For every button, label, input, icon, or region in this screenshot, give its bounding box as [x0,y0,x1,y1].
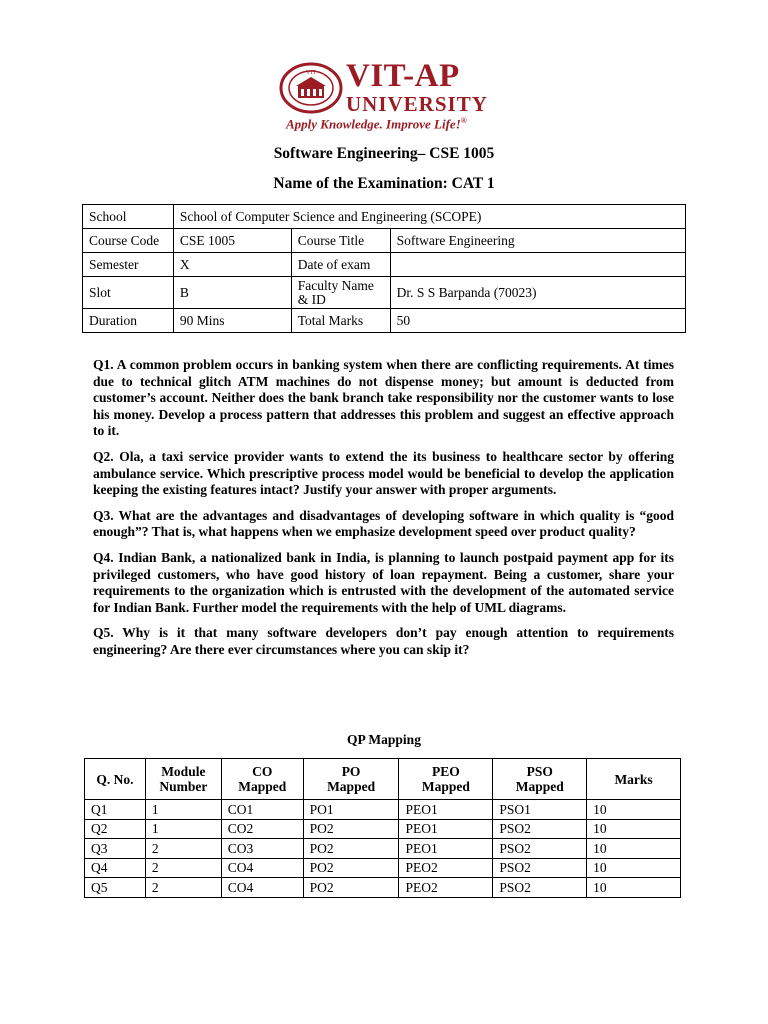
pso-cell: PSO2 [493,858,587,878]
university-seal-icon [278,62,344,114]
marks-cell: 10 [587,800,681,820]
slot-label: Slot [83,277,174,309]
question-5: Q5. Why is it that many software developers don’t pay enough attention to requirements engineering? Are there ever circumstances where you can skip it? [93,625,674,657]
peo-cell: PEO1 [399,819,493,839]
duration-label: Duration [83,309,174,333]
co-cell: CO3 [221,839,303,859]
total-marks-value: 50 [390,309,685,333]
seal-text: VIT [306,70,316,76]
qno-cell: Q4 [85,858,146,878]
questions-list [93,357,674,668]
po-cell: PO2 [303,858,399,878]
marks-cell: 10 [587,839,681,859]
peo-cell: PEO2 [399,878,493,898]
qno-cell: Q3 [85,839,146,859]
qp-mapping-table [84,758,681,898]
po-cell: PO2 [303,839,399,859]
qno-cell: Q5 [85,878,146,898]
exam-info-table [82,204,686,333]
module-cell: 2 [145,839,221,859]
qp-header-row [85,759,681,800]
pso-cell: PSO1 [493,800,587,820]
pso-cell: PSO2 [493,819,587,839]
table-row [85,839,681,859]
course-code-label: Course Code [83,229,174,253]
course-title-heading: Software Engineering– CSE 1005 [273,145,495,162]
module-cell: 1 [145,800,221,820]
co-cell: CO4 [221,858,303,878]
marks-cell: 10 [587,819,681,839]
marks-cell: 10 [587,878,681,898]
semester-value: X [173,253,291,277]
co-cell: CO1 [221,800,303,820]
table-row [85,800,681,820]
pso-cell: PSO2 [493,839,587,859]
date-value [390,253,685,277]
semester-label: Semester [83,253,174,277]
module-cell: 2 [145,878,221,898]
date-label: Date of exam [291,253,390,277]
qp-mapping-title: QP Mapping [347,732,421,747]
marks-cell: 10 [587,858,681,878]
module-header: Module Number [145,759,221,800]
logo-tagline: Apply Knowledge. Improve Life!® [286,116,467,132]
course-title-label: Course Title [291,229,390,253]
module-cell: 2 [145,858,221,878]
co-cell: CO2 [221,819,303,839]
university-logo [272,58,498,136]
course-title-value: Software Engineering [390,229,685,253]
question-1: Q1. A common problem occurs in banking system when there are conflicting requirements. At times due to technical glitch ATM machines do not dispense money; but amount is deducted from customer’s account. Neither does the bank branch take responsibility nor the customer wants to lose his money. Develop a process pattern that addresses this problem and suggest an effective approach to it. [93,357,674,439]
school-label: School [83,205,174,229]
pso-header: PSO Mapped [493,759,587,800]
qno-cell: Q2 [85,819,146,839]
table-row [83,205,686,229]
total-marks-label: Total Marks [291,309,390,333]
marks-header: Marks [587,759,681,800]
peo-cell: PEO1 [399,800,493,820]
table-row [85,858,681,878]
question-3: Q3. What are the advantages and disadvantages of developing software in which quality is “good enough”? That is, what happens when we emphasize development speed over product quality? [93,507,674,540]
pso-cell: PSO2 [493,878,587,898]
qno-header: Q. No. [85,759,146,800]
duration-value: 90 Mins [173,309,291,333]
slot-value: B [173,277,291,309]
logo-university: UNIVERSITY [346,92,488,116]
peo-header: PEO Mapped [399,759,493,800]
po-cell: PO1 [303,800,399,820]
course-code-value: CSE 1005 [173,229,291,253]
exam-name-heading: Name of the Examination: CAT 1 [273,175,495,192]
table-row [83,277,686,309]
school-value: School of Computer Science and Engineering (SCOPE) [173,205,685,229]
table-row [83,253,686,277]
faculty-label: Faculty Name & ID [291,277,390,309]
po-cell: PO2 [303,878,399,898]
table-row [85,878,681,898]
table-row [85,819,681,839]
qno-cell: Q1 [85,800,146,820]
module-cell: 1 [145,819,221,839]
peo-cell: PEO2 [399,858,493,878]
faculty-value: Dr. S S Barpanda (70023) [390,277,685,309]
po-cell: PO2 [303,819,399,839]
co-cell: CO4 [221,878,303,898]
logo-name: VIT-AP [346,58,460,94]
question-2: Q2. Ola, a taxi service provider wants to extend the its business to healthcare sector by offering ambulance service. Which prescriptive process model would be beneficial to develop the application keeping the existing features intact? Justify your answer with proper arguments. [93,448,674,498]
po-header: PO Mapped [303,759,399,800]
peo-cell: PEO1 [399,839,493,859]
table-row [83,309,686,333]
table-row [83,229,686,253]
co-header: CO Mapped [221,759,303,800]
question-4: Q4. Indian Bank, a nationalized bank in India, is planning to launch postpaid payment app for its privileged customers, who have good history of loan repayment. Being a customer, share your requirements to the organization which is entrusted with the development of the automated service for Indian Bank. Further model the requirements with the help of UML diagrams. [93,549,674,615]
